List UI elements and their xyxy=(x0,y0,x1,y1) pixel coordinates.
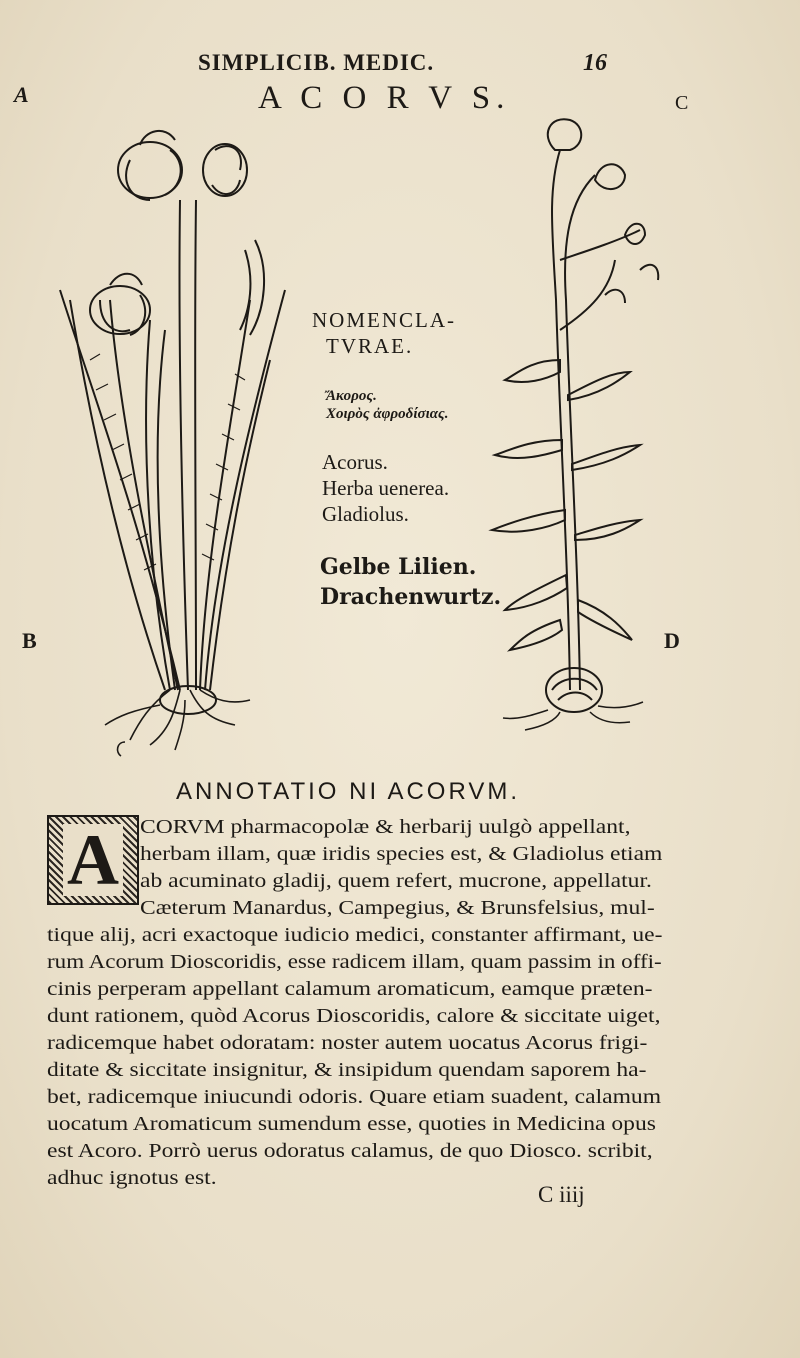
body-line: dunt rationem, quòd Acorus Dioscoridis, calore & siccitate uiget, xyxy=(47,1005,661,1027)
latin-name: Herba uenerea. xyxy=(322,476,450,500)
german-name: Gelbe Lilien. xyxy=(320,554,477,580)
running-head: SIMPLICIB. MEDIC. xyxy=(198,50,435,75)
signature-mark: C iiij xyxy=(538,1182,585,1207)
folio-number: 16 xyxy=(583,50,607,76)
body-line: rum Acorum Dioscoridis, esse radicem illam, quam passim in offi- xyxy=(47,951,662,973)
margin-letter-a: A xyxy=(14,82,29,107)
iris-woodcut xyxy=(60,131,285,756)
german-name: Drachenwurtz. xyxy=(320,584,502,610)
body-line: adhuc ignotus est. xyxy=(47,1167,217,1189)
body-line: uocatum Aromaticum sumendum esse, quoties in Medicina opus xyxy=(47,1113,656,1135)
body-line: bet, radicemque iniucundi odoris. Quare etiam suadent, calamum xyxy=(47,1086,662,1108)
lily-woodcut xyxy=(492,119,658,730)
greek-name: Ἄκορος. xyxy=(326,388,377,404)
body-line: radicemque habet odoratam: noster autem uocatus Acorus frigi- xyxy=(47,1032,648,1054)
nomenclature-heading-cont: TVRAE. xyxy=(326,334,414,358)
body-line: CORVM pharmacopolæ & herbarij uulgò appellant, xyxy=(140,816,631,838)
nomenclature-heading: NOMENCLA- xyxy=(312,308,456,332)
body-line: ditate & siccitate insignitur, & insipidum quendam saporem ha- xyxy=(47,1059,647,1081)
margin-letter-b: B xyxy=(22,628,37,653)
page-title: A C O R V S. xyxy=(258,80,511,116)
decorated-initial xyxy=(47,815,139,905)
greek-name: Χοιρὸς ἀφροδίσιας. xyxy=(326,406,449,422)
body-line: tique alij, acri exactoque iudicio medici, constanter affirmant, ue- xyxy=(47,924,663,946)
body-line: est Acoro. Porrò uerus odoratus calamus, de quo Diosco. scribit, xyxy=(47,1140,653,1162)
margin-letter-d: D xyxy=(664,628,680,653)
body-line: Cæterum Manardus, Campegius, & Brunsfelsius, mul- xyxy=(140,897,655,919)
body-line: ab acuminato gladij, quem refert, mucrone, appellatur. xyxy=(140,870,652,892)
latin-name: Acorus. xyxy=(322,450,388,474)
initial-letter: A xyxy=(63,824,123,896)
body-line: herbam illam, quæ iridis species est, & Gladiolus etiam xyxy=(140,843,663,865)
margin-letter-c: C xyxy=(675,92,689,114)
latin-name: Gladiolus. xyxy=(322,502,409,526)
body-line: cinis perperam appellant calamum aromaticum, eamque præten- xyxy=(47,978,653,1000)
annotation-heading: ANNOTATIO NI ACORVM. xyxy=(176,778,521,805)
